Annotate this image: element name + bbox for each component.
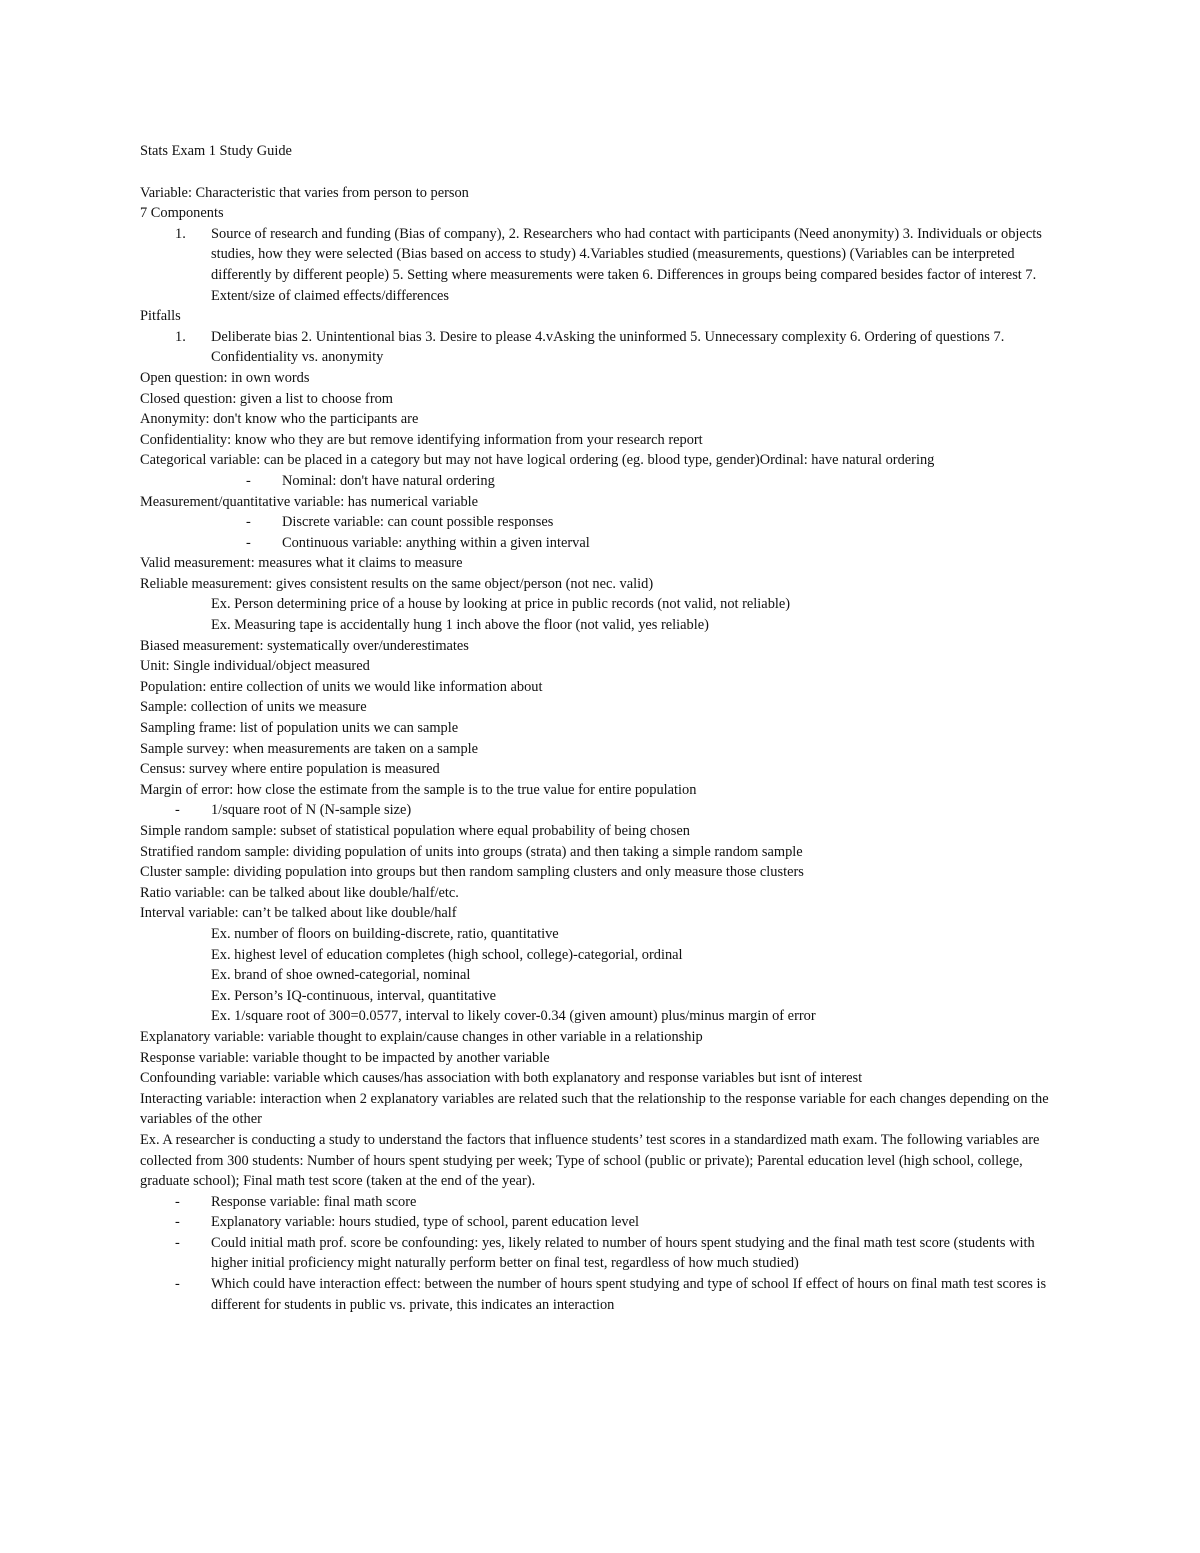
list-item-text: Explanatory variable: hours studied, type of school, parent education level [211, 1214, 639, 1231]
bullet-list-item [175, 1192, 1060, 1213]
text-line: Census: survey where entire population is measured [140, 761, 440, 778]
text-line: Reliable measurement: gives consistent results on the same object/person (not nec. valid) [140, 575, 654, 592]
text-line: Valid measurement: measures what it claims to measure [140, 555, 463, 572]
list-item-text: Deliberate bias 2. Unintentional bias 3. Desire to please 4.vAsking the uninformed 5. Unnecessary complexity 6. Ordering of questions 7. Confidentiality vs. anonymity [211, 328, 1005, 366]
example-line: Ex. highest level of education completes (high school, college)-categorial, ordinal [211, 946, 683, 963]
list-item-text: Source of research and funding (Bias of company), 2. Researchers who had contact with participants (Need anonymity) 3. Individuals or objects studies, how they were selected (Bias based on access to study) 4.Variables studied (measurements, questions) (Variables can be interpreted differently by different people) 5. Setting where measurements were taken 6. Differences in groups being compared besides factor of interest 7. Extent/size of claimed effects/differences [211, 225, 1042, 304]
text-line: Measurement/quantitative variable: has numerical variable [140, 493, 479, 510]
text-line: Explanatory variable: variable thought to explain/cause changes in other variable in a relationship [140, 1028, 703, 1045]
text-line: Ratio variable: can be talked about like double/half/etc. [140, 884, 459, 901]
dash-bullet: - [246, 472, 251, 489]
list-item-text: Discrete variable: can count possible responses [282, 514, 554, 531]
text-line: Cluster sample: dividing population into groups but then random sampling clusters and only measure those clusters [140, 864, 804, 881]
text-line: Confounding variable: variable which causes/has association with both explanatory and response variables but isnt of interest [140, 1070, 863, 1087]
text-line: Confidentiality: know who they are but remove identifying information from your research report [140, 431, 703, 448]
text-line: Population: entire collection of units we would like information about [140, 678, 543, 695]
dash-bullet: - [175, 802, 180, 819]
example-line: Ex. 1/square root of 300=0.0577, interval to likely cover-0.34 (given amount) plus/minus margin of error [211, 1008, 816, 1025]
bullet-list-item [246, 533, 1060, 554]
bullet-list-item [175, 1212, 1060, 1233]
text-line: Ex. A researcher is conducting a study to understand the factors that influence students’ test scores in a standardized math exam. The following variables are collected from 300 students: Number of hours spent studying per week; Type of school (public or private); Parental education level (high school, college, graduate school); Final math test score (taken at the end of the year). [140, 1131, 1040, 1190]
text-line: Sampling frame: list of population units we can sample [140, 720, 459, 737]
text-line: Unit: Single individual/object measured [140, 658, 370, 675]
bullet-list-item [175, 800, 1060, 821]
text-line: Biased measurement: systematically over/underestimates [140, 637, 469, 654]
bullet-list-item [175, 1233, 1060, 1274]
text-line: Margin of error: how close the estimate from the sample is to the true value for entire population [140, 781, 697, 798]
bullet-list-item [246, 471, 1060, 492]
dash-bullet: - [175, 1214, 180, 1231]
bullet-list-item [246, 512, 1060, 533]
list-item-text: Which could have interaction effect: between the number of hours spent studying and type of school If effect of hours on final math test scores is different for students in public vs. private, this indicates an interaction [211, 1276, 1047, 1313]
dash-bullet: - [175, 1193, 180, 1210]
example-line: Ex. Person determining price of a house by looking at price in public records (not valid, not reliable) [211, 596, 791, 613]
document-body [140, 141, 1060, 1315]
text-line: Variable: Characteristic that varies from person to person [140, 184, 469, 201]
example-line: Ex. Person’s IQ-continuous, interval, quantitative [211, 987, 496, 1004]
document-title: Stats Exam 1 Study Guide [140, 143, 292, 159]
text-line: Simple random sample: subset of statistical population where equal probability of being chosen [140, 823, 690, 839]
dash-bullet: - [175, 1234, 180, 1251]
example-line: Ex. brand of shoe owned-categorial, nominal [211, 967, 471, 984]
text-line: Interval variable: can’t be talked about like double/half [140, 905, 457, 922]
text-line: Stratified random sample: dividing population of units into groups (strata) and then taking a simple random sample [140, 843, 803, 860]
list-item-text: Nominal: don't have natural ordering [282, 472, 495, 489]
document-lines [140, 183, 1060, 1316]
dash-bullet: - [175, 1276, 180, 1293]
text-line: Sample: collection of units we measure [140, 699, 367, 716]
dash-bullet: - [246, 534, 251, 551]
example-line: Ex. Measuring tape is accidentally hung 1 inch above the floor (not valid, yes reliable) [211, 617, 709, 634]
list-number: 1. [175, 328, 186, 345]
list-number: 1. [175, 225, 186, 242]
list-item-text: Continuous variable: anything within a given interval [282, 534, 590, 551]
list-item-text: Response variable: final math score [211, 1193, 417, 1210]
text-line: Response variable: variable thought to be impacted by another variable [140, 1049, 550, 1066]
dash-bullet: - [246, 514, 251, 531]
text-line: Interacting variable: interaction when 2 explanatory variables are related such that the relationship to the response variable for each changes depending on the variables of the other [140, 1090, 1049, 1128]
bullet-list-item [175, 1274, 1060, 1315]
list-item-text: 1/square root of N (N-sample size) [211, 802, 412, 819]
example-line: Ex. number of floors on building-discrete, ratio, quantitative [211, 925, 559, 942]
text-line: Sample survey: when measurements are taken on a sample [140, 740, 479, 757]
text-line: Closed question: given a list to choose from [140, 390, 394, 407]
text-line: Anonymity: don't know who the participants are [140, 411, 419, 428]
numbered-list-item [175, 224, 1060, 306]
numbered-list-item [175, 327, 1060, 368]
text-line: Open question: in own words [140, 369, 310, 386]
list-item-text: Could initial math prof. score be confounding: yes, likely related to number of hours spent studying and the final math test score (students with higher initial proficiency might naturally perform better on final test, regardless of how much studied) [211, 1234, 1035, 1272]
text-line: Categorical variable: can be placed in a category but may not have logical ordering (eg. blood type, gender)Ordinal: have natural ordering [140, 452, 935, 469]
text-line: 7 Components [140, 205, 224, 222]
text-line: Pitfalls [140, 308, 181, 325]
